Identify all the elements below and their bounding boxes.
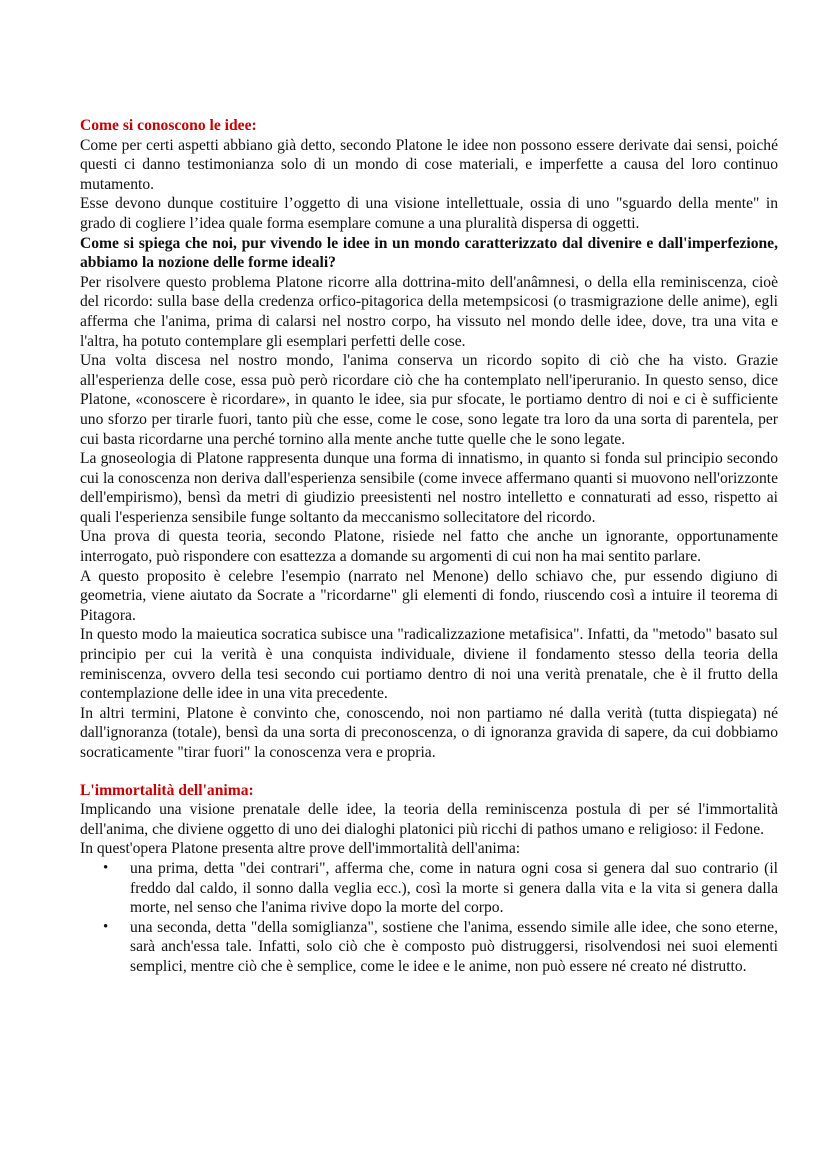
paragraph: In quest'opera Platone presenta altre prove dell'immortalità dell'anima: [80, 840, 521, 858]
paragraph: Per risolvere questo problema Platone ricorre alla dottrina-mito dell'anâmnesi, o della ella reminiscenza, cioè del ricordo: sulla base della credenza orfico-pitagorica della metempsicosi (o trasmigrazione delle anime), egli afferma che l'anima, prima di calarsi nel nostro corpo, ha vissuto nel mondo delle idee, dove, tra una vita e l'altra, ha potuto contemplare gli esemplari perfetti delle cose. [80, 273, 778, 350]
paragraph: Esse devono dunque costituire l’oggetto di una visione intellettuale, ossia di uno "sguardo della mente" in grado di cogliere l’idea quale forma esemplare comune a una pluralità dispersa di oggetti. [80, 195, 778, 232]
bullet-icon: • [103, 859, 109, 876]
section-spacer [80, 763, 778, 781]
paragraph: Una prova di questa teoria, secondo Platone, risiede nel fatto che anche un ignorante, opportunamente interrogato, può rispondere con esattezza a domande su argomenti di cui non ha mai sentito parlare. [80, 528, 778, 566]
question-bold: Come si spiega che noi, pur vivendo le idee in un mondo caratterizzato dal divenire e dall'imperfezione, abbiamo la nozione delle forme ideali? [80, 234, 778, 272]
paragraph: Una volta discesa nel nostro mondo, l'anima conserva un ricordo sopito di ciò che ha visto. Grazie all'esperienza delle cose, essa può però ricordare ciò che ha contemplato nell'iperuranio. In questo senso, dice Platone, «conoscere è ricordare», in quanto le idee, sia pur sfocate, le portiamo dentro di noi e ci è sufficiente uno sforzo per tirarle fuori, tanto più che esse, come le cose, sono legate tra loro da una sorta di parentela, per cui basta ricordarne una perché tornino alla mente anche tutte quelle che le sono legate. [80, 352, 778, 448]
list-item [80, 918, 778, 977]
document-page [80, 116, 778, 977]
section-heading-immortality: L'immortalità dell'anima: [80, 781, 254, 799]
section-heading-knowledge-of-ideas: Come si conoscono le idee: [80, 117, 257, 134]
bullet-icon: • [103, 918, 109, 935]
proofs-list [80, 859, 778, 977]
paragraph: La gnoseologia di Platone rappresenta dunque una forma di innatismo, in quanto si fonda sul principio secondo cui la conoscenza non deriva dall'esperienza sensibile (come invece affermano quanti si muovono nell'orizzonte dell'empirismo), bensì da metri di giudizio preesistenti nel nostro intelletto e connaturati ad esso, rispetto ai quali l'esperienza sensibile funge soltanto da meccanismo sollecitatore del ricordo. [80, 450, 778, 526]
paragraph: Implicando una visione prenatale delle idee, la teoria della reminiscenza postula di per sé l'immortalità dell'anima, che diviene oggetto di uno dei dialoghi platonici più ricchi di pathos umano e religioso: il Fedone. [80, 801, 778, 838]
paragraph: Come per certi aspetti abbiano già detto, secondo Platone le idee non possono essere derivate dai sensi, poiché questi ci danno testimonianza solo di un mondo di cose materiali, e imperfette a causa del loro continuo mutamento. [80, 136, 778, 193]
list-item-text: una seconda, detta "della somiglianza", sostiene che l'anima, essendo simile alle idee, che sono eterne, sarà anch'essa tale. Infatti, solo ciò che è composto può distruggersi, risolvendosi nei suoi elementi semplici, mentre ciò che è semplice, come le idee e le anime, non può essere né creato né distrutto. [130, 918, 778, 975]
paragraph: In questo modo la maieutica socratica subisce una "radicalizzazione metafisica". Infatti, da "metodo" basato sul principio per cui la verità è una conquista individuale, diviene il fondamento stesso della teoria della reminiscenza, ovvero della tesi secondo cui portiamo dentro di noi una verità prenatale, che è il frutto della contemplazione delle idee in una vita precedente. [80, 626, 778, 703]
paragraph: A questo proposito è celebre l'esempio (narrato nel Menone) dello schiavo che, pur essendo digiuno di geometria, viene aiutato da Socrate a "ricordarne" gli elementi di fondo, riuscendo così a intuire il teorema di Pitagora. [80, 567, 778, 624]
list-item [80, 859, 778, 918]
list-item-text: una prima, detta "dei contrari", afferma che, come in natura ogni cosa si genera dal suo contrario (il freddo dal caldo, il sonno dalla veglia ecc.), così la morte si genera dalla vita e la vita si genera dalla morte, nel senso che l'anima rivive dopo la morte del corpo. [130, 859, 778, 917]
paragraph: In altri termini, Platone è convinto che, conoscendo, noi non partiamo né dalla verità (tutta dispiegata) né dall'ignoranza (totale), bensì da una sorta di preconoscenza, o di ignoranza gravida di sapere, da cui dobbiamo socraticamente "tirar fuori" la conoscenza vera e propria. [80, 704, 778, 761]
